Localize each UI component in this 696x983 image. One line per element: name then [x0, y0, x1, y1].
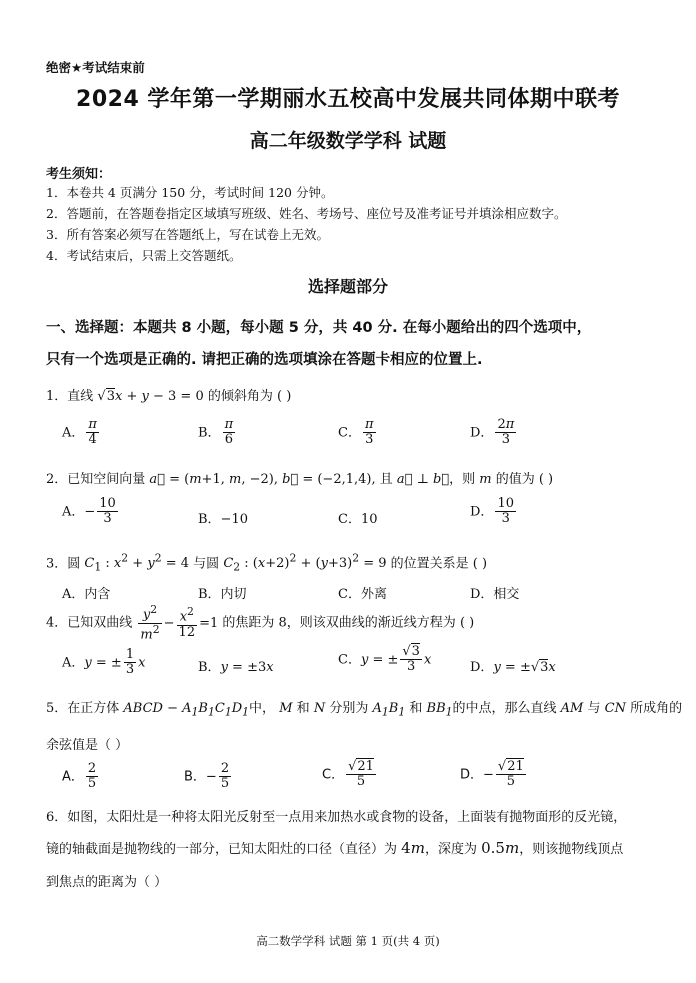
q5-line-am: AM — [560, 701, 584, 716]
section-instruction-line2: 只有一个选项是正确的. 请把正确的选项填涂在答题卡相应的位置上. — [46, 352, 483, 368]
q5-and1: 和 — [296, 701, 310, 716]
q6-diameter: 4m — [401, 839, 425, 857]
q5-cube: ABCD − $A_1B_1C_1D_1$ — [123, 701, 250, 719]
q2-perp: a⃗ ⊥ b⃗ — [396, 472, 450, 487]
q6-line2b: ，深度为 — [424, 842, 477, 857]
notice-heading: 考生须知： — [46, 167, 112, 182]
q6-line2c: ，则该抛物线顶点 — [519, 842, 624, 857]
q6-line2a: 镜的轴截面是抛物线的一部分，已知太阳灶的口径（直径）为 — [46, 842, 398, 857]
q1-option-d: D． $\frac{2\pi}{3}$ — [470, 417, 515, 448]
q1-option-b: B． $\frac{\pi}{6}$ — [198, 417, 234, 448]
q1-post: 的倾斜角为 ( ) — [207, 389, 292, 404]
q2-mid: 且 — [379, 472, 393, 487]
q4-option-c: C．y = ± $\frac{√3}{3}$ x — [338, 644, 432, 675]
q3-option-a: A．内含 — [62, 587, 111, 602]
q4-option-d: D．y = ±√3x — [470, 660, 556, 675]
question-4 — [46, 604, 474, 642]
q5-mid2: 分别为 — [329, 701, 369, 716]
section-instruction-line1: 一、选择题：本题共 8 小题，每小题 5 分，共 40 分. 在每小题给出的四个选项中， — [46, 320, 592, 336]
question-3 — [46, 552, 487, 574]
q5-and2: 和 — [409, 701, 423, 716]
q4-pre: 4．已知双曲线 — [46, 615, 133, 631]
q3-mid: 与圆 — [193, 556, 220, 572]
notice-item: 3．所有答案必须写在答题纸上，写在试卷上无效。 — [46, 227, 329, 242]
q2-pre: 2．已知空间向量 — [46, 472, 146, 487]
q2-option-b: B．−10 — [198, 512, 248, 527]
q2-post2: 的值为 ( ) — [495, 472, 554, 487]
q5-pre: 5．在正方体 — [46, 701, 120, 716]
q5-edge-bb1: $BB_1$ — [426, 701, 453, 719]
question-1 — [46, 385, 291, 404]
confidential-label: 绝密★考试结束前 — [46, 60, 145, 75]
q5-point-m: M — [279, 701, 293, 716]
q6-line3: 到焦点的距离为（ ） — [46, 875, 168, 890]
q5-line2: 余弦值是（ ） — [46, 738, 129, 753]
q4-option-b: B．y = ±3x — [198, 660, 274, 675]
q5-post: 所成角的 — [630, 701, 683, 716]
q5-and3: 与 — [587, 701, 601, 716]
q3-circle1: $C_1$ : $x^2 + y^2 = 4$ — [84, 552, 190, 574]
q6-depth: 0.5m — [481, 839, 520, 857]
q5-point-n: N — [313, 701, 326, 716]
q3-option-c: C．外离 — [338, 587, 387, 602]
q2-post: ，则 — [449, 472, 476, 487]
exam-subtitle: 高二年级数学学科 试题 — [249, 130, 447, 152]
q5-mid3: 的中点，那么直线 — [452, 701, 557, 716]
section-title: 选择题部分 — [307, 277, 388, 296]
page-footer: 高二数学学科 试题 第 1 页(共 4 页) — [256, 934, 440, 948]
q3-post: 的位置关系是 ( ) — [390, 556, 488, 572]
q5-option-b: B．− $\frac{2}{5}$ — [184, 761, 230, 792]
q1-option-c: C． $\frac{\pi}{3}$ — [338, 417, 374, 448]
q5-option-a: A． $\frac{2}{5}$ — [62, 761, 97, 792]
q5-mid1: 中， — [249, 701, 276, 716]
q3-option-d: D．相交 — [470, 587, 520, 602]
q2-vectors: a⃗ = (m+1, m, −2), b⃗ = (−2,1,4), — [149, 472, 376, 487]
q5-option-d: D．− $\frac{√21}{5}$ — [460, 759, 524, 790]
q4-post: 的焦距为 8，则该双曲线的渐近线方程为 ( ) — [222, 615, 475, 631]
q4-hyperbola: $\frac{y^2}{m^2}$ − $\frac{x^2}{12}$ =1 — [140, 603, 219, 642]
exam-title: 2024 学年第一学期丽水五校高中发展共同体期中联考 — [76, 87, 620, 112]
question-2 — [46, 468, 553, 487]
q1-option-a: A． $\frac{\pi}{4}$ — [62, 417, 97, 448]
notice-item: 1．本卷共 4 页满分 150 分，考试时间 120 分钟。 — [46, 185, 334, 200]
q2-option-c: C．10 — [338, 512, 378, 527]
q6-line1: 6．如图，太阳灶是一种将太阳光反射至一点用来加热水或食物的设备，上面装有抛物面形的反光镜， — [46, 810, 627, 825]
q5-option-c: C． $\frac{√21}{5}$ — [322, 759, 374, 790]
q5-line-cn: CN — [604, 701, 626, 716]
q1-pre: 1．直线 — [46, 389, 94, 404]
q3-pre: 3．圆 — [46, 556, 81, 572]
q5-edge-a1b1: $A_1B_1$ — [372, 701, 406, 719]
q4-option-a: A．y = ± $\frac{1}{3}$ x — [62, 647, 146, 678]
notice-item: 4．考试结束后，只需上交答题纸。 — [46, 248, 242, 263]
q3-option-b: B．内切 — [198, 587, 247, 602]
question-5 — [46, 697, 682, 719]
notice-item: 2．答题前，在答题卷指定区域填写班级、姓名、考场号、座位号及准考证号并填涂相应数字。 — [46, 206, 567, 221]
q2-option-a: A．− $\frac{10}{3}$ — [62, 496, 116, 527]
q3-circle2: $C_2$ : $(x+2)^2 + (y+3)^2 = 9$ — [223, 552, 387, 574]
q6-line2 — [46, 838, 623, 857]
q1-equation: √3x + y − 3 = 0 — [97, 389, 204, 404]
q2-option-d: D． $\frac{10}{3}$ — [470, 496, 514, 527]
q2-m: m — [479, 472, 492, 487]
